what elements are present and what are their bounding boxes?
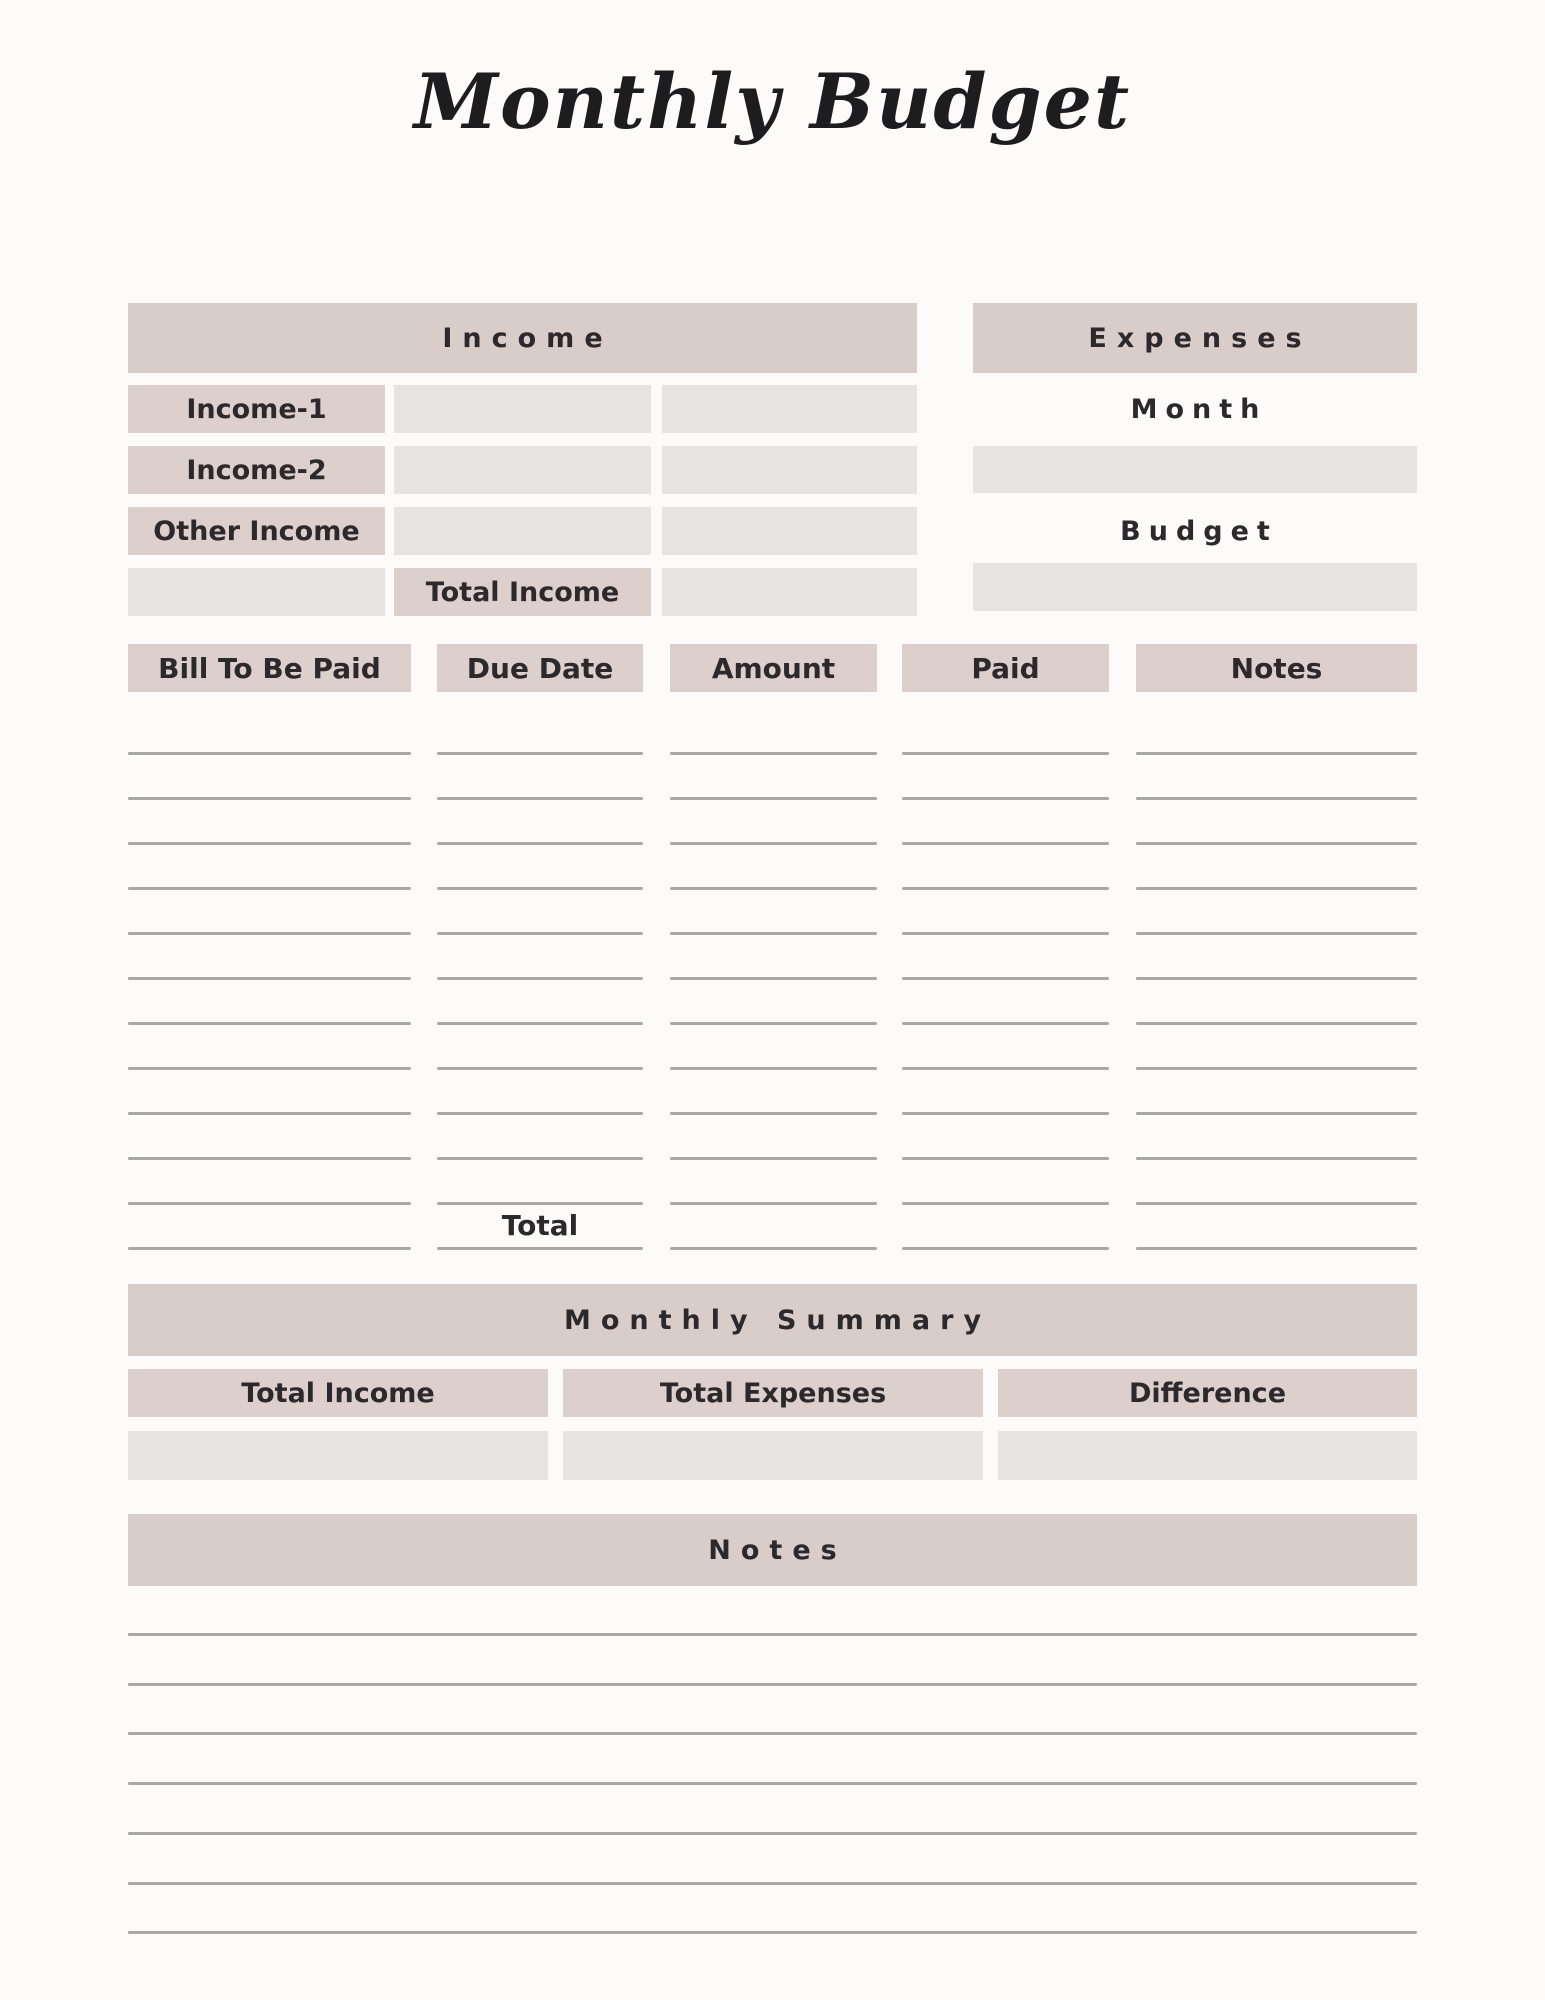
ruled-line <box>437 1157 643 1160</box>
ruled-line <box>1136 1112 1417 1115</box>
income-1-label: Income-1 <box>128 385 385 433</box>
ruled-line <box>670 797 877 800</box>
amount-header: Amount <box>670 644 877 692</box>
ruled-line <box>670 1202 877 1205</box>
ruled-line <box>437 1247 643 1250</box>
ruled-line <box>128 1022 411 1025</box>
ruled-line <box>902 932 1109 935</box>
income-1-field-b[interactable] <box>662 385 917 433</box>
ruled-line <box>1136 1067 1417 1070</box>
month-label: Month <box>1130 393 1268 425</box>
due-date-header: Due Date <box>437 644 643 692</box>
ruled-line <box>670 842 877 845</box>
notes-lines-area <box>128 1633 1417 1938</box>
ruled-line <box>437 977 643 980</box>
summary-difference-label: Difference <box>998 1369 1417 1417</box>
ruled-line <box>437 1022 643 1025</box>
bill-to-be-paid-header: Bill To Be Paid <box>128 644 411 692</box>
paid-column-lines <box>902 752 1109 1253</box>
ruled-line <box>128 1931 1417 1934</box>
ruled-line <box>128 977 411 980</box>
ruled-line <box>1136 1202 1417 1205</box>
budget-label: Budget <box>1120 515 1278 547</box>
ruled-line <box>128 1112 411 1115</box>
budget-field[interactable] <box>973 563 1417 611</box>
other-income-field-b[interactable] <box>662 507 917 555</box>
ruled-line <box>902 842 1109 845</box>
ruled-line <box>670 1067 877 1070</box>
ruled-line <box>128 1882 1417 1885</box>
bill-total-label: Total <box>501 1208 579 1242</box>
total-income-label: Total Income <box>394 568 651 616</box>
ruled-line <box>128 1247 411 1250</box>
ruled-line <box>902 1067 1109 1070</box>
ruled-line <box>1136 1157 1417 1160</box>
ruled-line <box>902 797 1109 800</box>
income-section-header: Income <box>128 303 917 373</box>
notes-section-header: Notes <box>128 1514 1417 1586</box>
monthly-summary-header: Monthly Summary <box>128 1284 1417 1356</box>
income-2-label: Income-2 <box>128 446 385 494</box>
ruled-line <box>1136 752 1417 755</box>
ruled-line <box>670 977 877 980</box>
paid-header: Paid <box>902 644 1109 692</box>
ruled-line <box>128 932 411 935</box>
ruled-line <box>1136 1247 1417 1250</box>
notes-column-lines <box>1136 752 1417 1253</box>
total-income-field-a[interactable] <box>128 568 385 616</box>
summary-total-income-label: Total Income <box>128 1369 548 1417</box>
amount-column-lines <box>670 752 877 1253</box>
ruled-line <box>437 797 643 800</box>
ruled-line <box>1136 797 1417 800</box>
ruled-line <box>128 1782 1417 1785</box>
expenses-section-header: Expenses <box>973 303 1417 373</box>
total-income-field-b[interactable] <box>662 568 917 616</box>
ruled-line <box>902 1022 1109 1025</box>
ruled-line <box>670 932 877 935</box>
ruled-line <box>437 932 643 935</box>
ruled-line <box>437 887 643 890</box>
page-title: Monthly Budget <box>413 57 1132 146</box>
other-income-label: Other Income <box>128 507 385 555</box>
ruled-line <box>128 797 411 800</box>
income-2-field-a[interactable] <box>394 446 651 494</box>
ruled-line <box>128 842 411 845</box>
ruled-line <box>902 977 1109 980</box>
ruled-line <box>1136 977 1417 980</box>
bill-column-lines <box>128 752 411 1253</box>
ruled-line <box>902 1157 1109 1160</box>
ruled-line <box>437 752 643 755</box>
ruled-line <box>128 1067 411 1070</box>
ruled-line <box>128 752 411 755</box>
ruled-line <box>902 1247 1109 1250</box>
ruled-line <box>437 1112 643 1115</box>
ruled-line <box>128 1157 411 1160</box>
due-date-column-lines <box>437 752 643 1253</box>
ruled-line <box>670 752 877 755</box>
ruled-line <box>902 1112 1109 1115</box>
ruled-line <box>670 1022 877 1025</box>
ruled-line <box>670 1247 877 1250</box>
ruled-line <box>128 887 411 890</box>
summary-total-expenses-field[interactable] <box>563 1431 983 1480</box>
ruled-line <box>902 752 1109 755</box>
ruled-line <box>128 1683 1417 1686</box>
ruled-line <box>128 1633 1417 1636</box>
income-1-field-a[interactable] <box>394 385 651 433</box>
ruled-line <box>1136 887 1417 890</box>
ruled-line <box>902 887 1109 890</box>
summary-difference-field[interactable] <box>998 1431 1417 1480</box>
summary-total-income-field[interactable] <box>128 1431 548 1480</box>
month-field[interactable] <box>973 446 1417 493</box>
ruled-line <box>670 887 877 890</box>
ruled-line <box>128 1732 1417 1735</box>
notes-header-cell: Notes <box>1136 644 1417 692</box>
ruled-line <box>902 1202 1109 1205</box>
ruled-line <box>437 1067 643 1070</box>
ruled-line <box>128 1202 411 1205</box>
income-2-field-b[interactable] <box>662 446 917 494</box>
ruled-line <box>1136 932 1417 935</box>
summary-total-expenses-label: Total Expenses <box>563 1369 983 1417</box>
other-income-field-a[interactable] <box>394 507 651 555</box>
ruled-line <box>437 842 643 845</box>
ruled-line <box>670 1112 877 1115</box>
ruled-line <box>670 1157 877 1160</box>
ruled-line <box>128 1832 1417 1835</box>
ruled-line <box>1136 842 1417 845</box>
ruled-line <box>1136 1022 1417 1025</box>
